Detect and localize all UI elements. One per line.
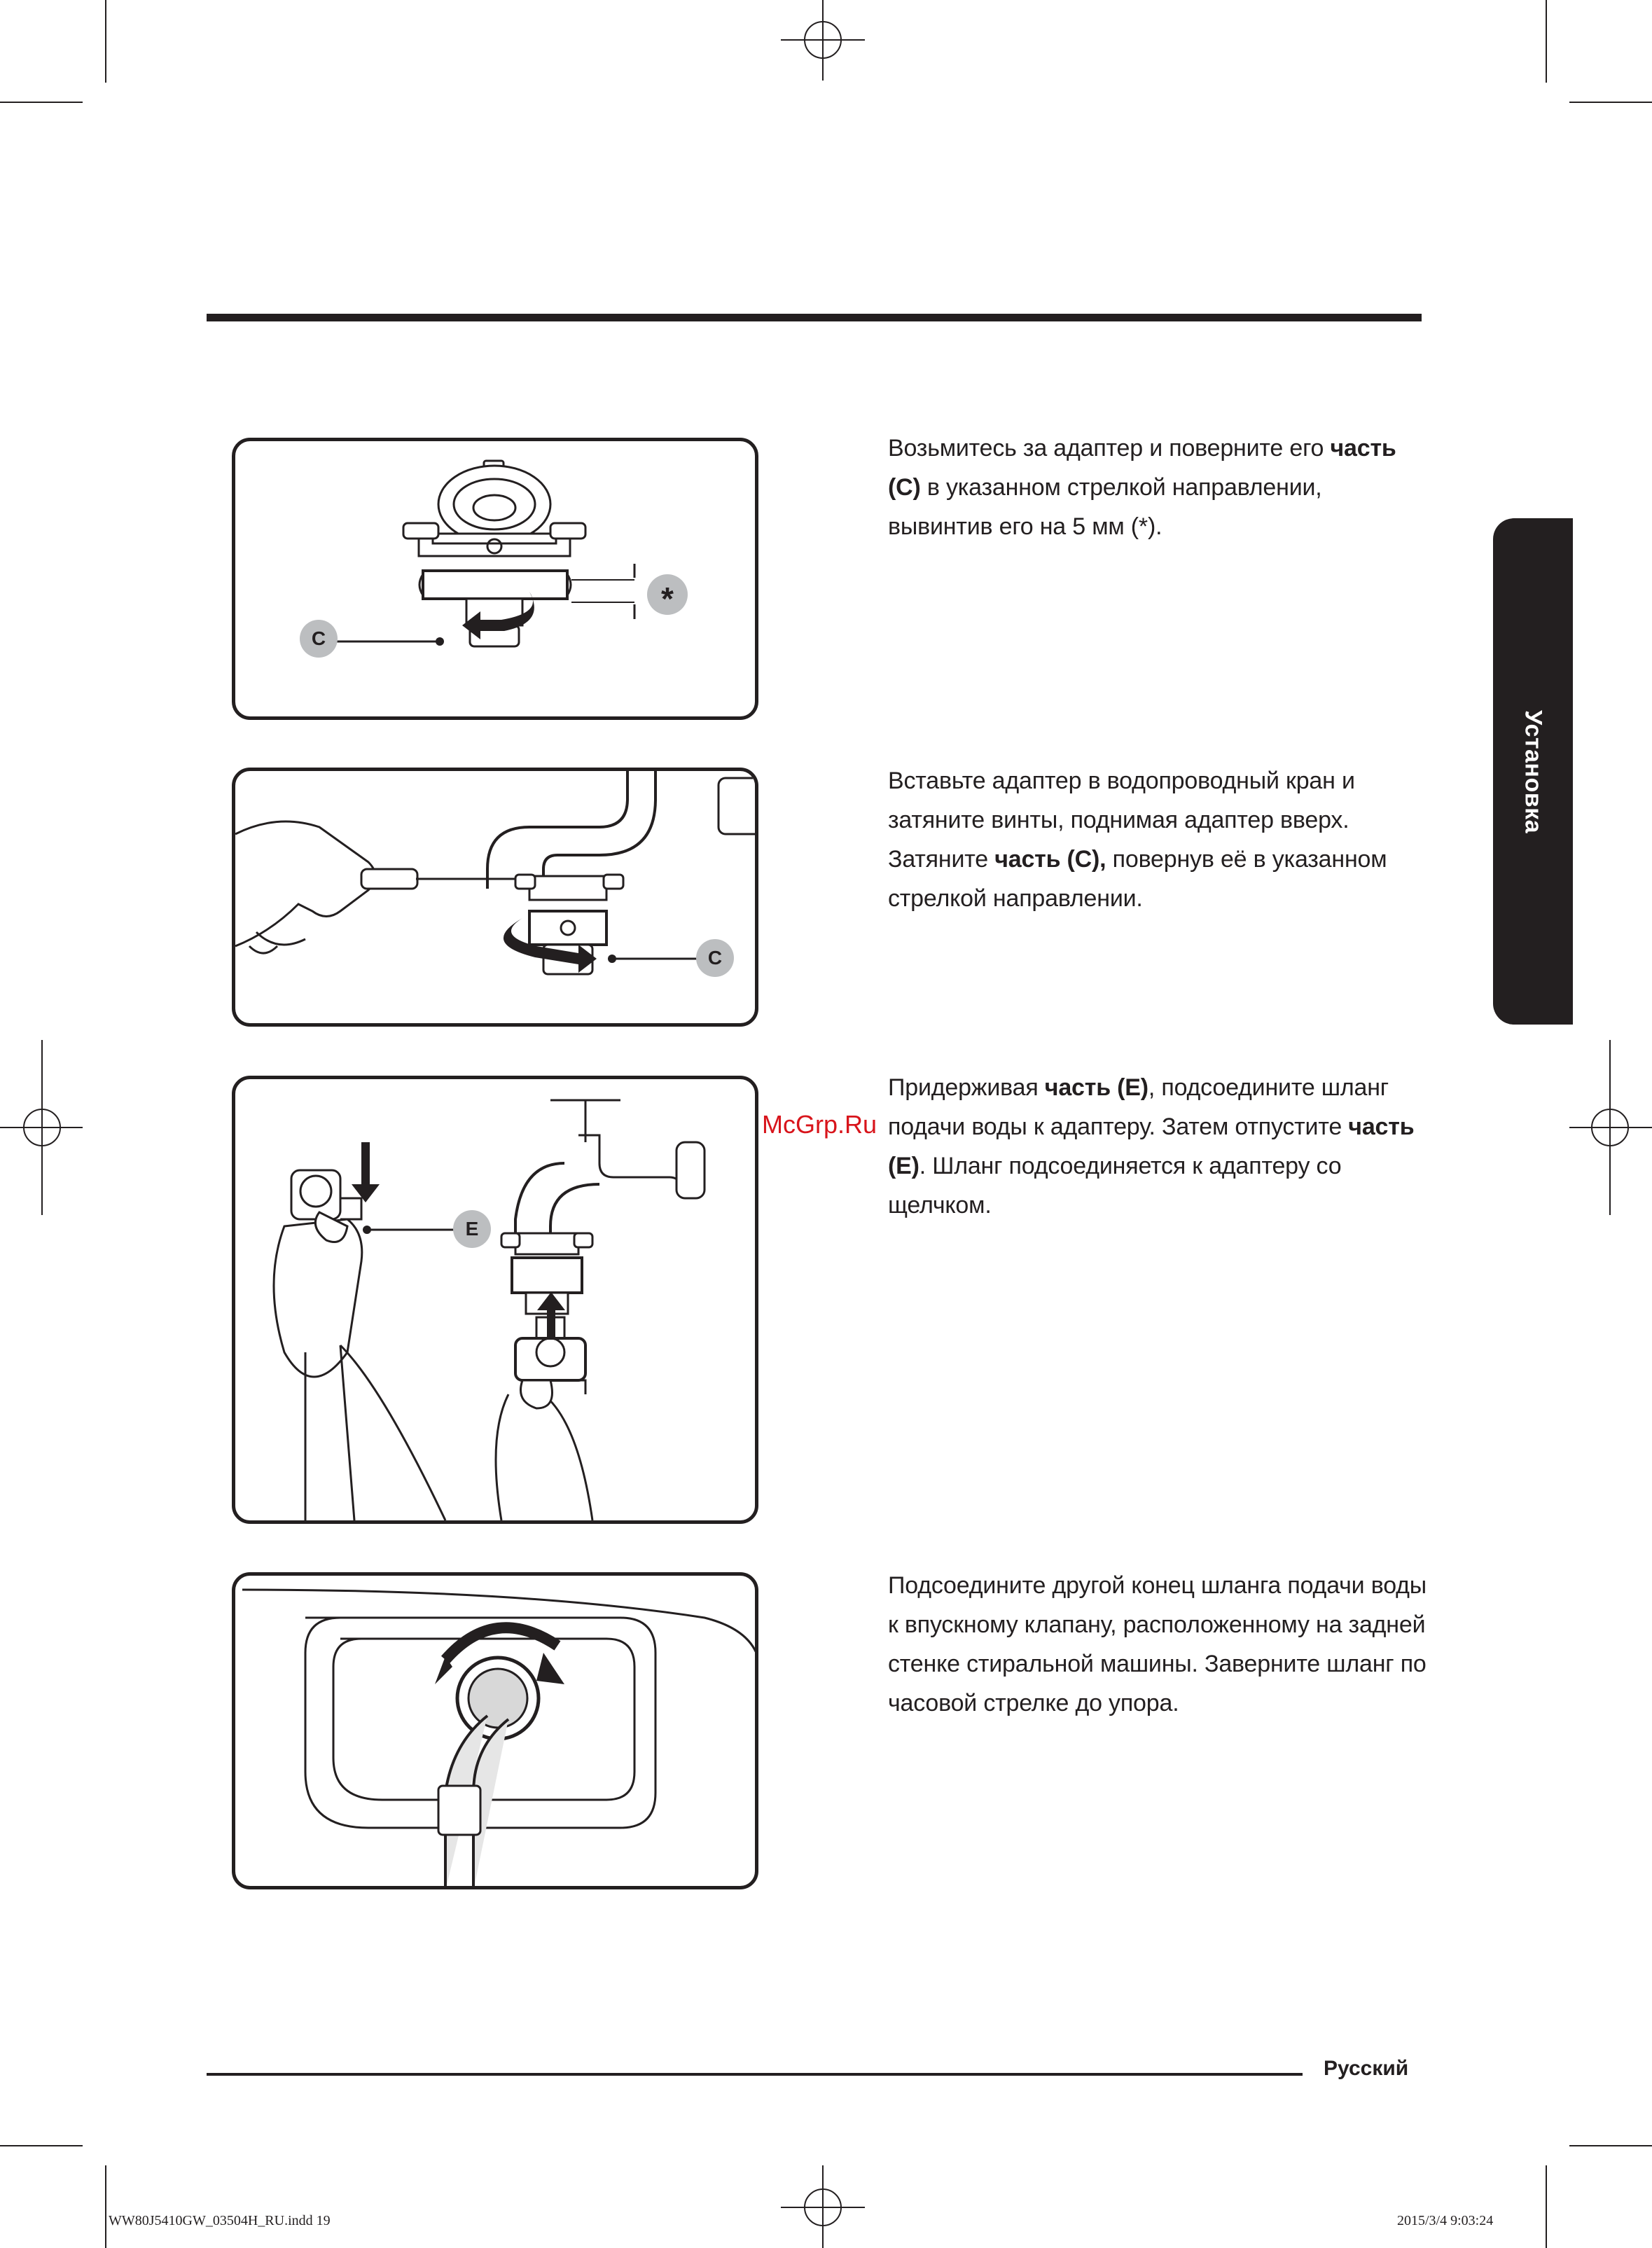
step-1-text: Возьмитесь за адаптер и поверните его часть (С) в указанном стрелкой направлении, вывинтив его на 5 мм (*). — [888, 435, 1396, 540]
footer-file-slug: WW80J5410GW_03504H_RU.indd 19 — [109, 2213, 331, 2228]
registration-mark-left — [0, 1040, 84, 1215]
footer-timestamp: 2015/3/4 9:03:24 — [1397, 2213, 1494, 2228]
bottom-rule — [207, 2073, 1303, 2076]
figure-hose-connect — [232, 1076, 758, 1524]
step-3-text: Придерживая часть (E), подсоедините шланг подачи воды к адаптеру. Затем отпустите часть (E). Шланг подсоединяется к адаптеру со щелчком. — [888, 1074, 1415, 1219]
callout-c: C — [300, 620, 338, 658]
registration-mark-right — [1568, 1040, 1652, 1215]
step-2-text: Вставьте адаптер в водопроводный кран и затяните винты, поднимая адаптер вверх. Затяните часть (С), повернув её в указанном стрелкой направлении. — [888, 768, 1387, 912]
registration-mark-top — [777, 0, 868, 84]
callout-e: E — [453, 1210, 491, 1248]
footer-language: Русский — [1324, 2057, 1409, 2080]
registration-mark-bottom — [777, 2165, 868, 2248]
section-tab-label: Установка — [1520, 709, 1547, 833]
watermark: McGrp.Ru — [762, 1110, 877, 1139]
section-tab — [1493, 518, 1573, 1025]
figure-adapter-tap — [232, 768, 758, 1027]
callout-c: C — [696, 939, 734, 977]
step-4-text: Подсоедините другой конец шланга подачи воды к впускному клапану, расположенному на задней стенке стиральной машины. Заверните шланг по часовой стрелке до упора. — [888, 1572, 1427, 1716]
callout-asterisk: * — [647, 574, 688, 615]
figure-adapter-rotate — [232, 438, 758, 720]
top-rule — [207, 314, 1422, 321]
figure-inlet-valve — [232, 1572, 758, 1889]
